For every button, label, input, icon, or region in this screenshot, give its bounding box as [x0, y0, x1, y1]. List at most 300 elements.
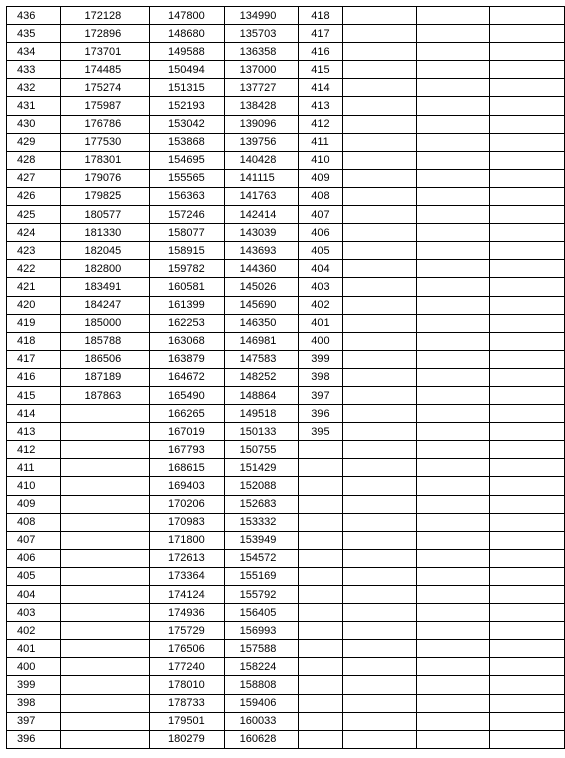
score-cell: 400 [7, 658, 61, 676]
empty-cell-b [416, 423, 490, 441]
empty-cell-a [343, 549, 417, 567]
score-cell: 409 [7, 495, 61, 513]
table-body [7, 7, 565, 749]
value-cell-c: 143039 [224, 224, 299, 242]
empty-cell-a [343, 640, 417, 658]
value-cell-b: 150494 [150, 61, 225, 79]
value-cell-b: 163068 [150, 332, 225, 350]
value-cell-b: 173364 [150, 567, 225, 585]
value-cell-b: 162253 [150, 314, 225, 332]
empty-cell-b [416, 658, 490, 676]
table-row [7, 314, 565, 332]
score-cell: 423 [7, 242, 61, 260]
value-cell-a [60, 676, 149, 694]
empty-cell-b [416, 151, 490, 169]
score-cell: 404 [7, 586, 61, 604]
score-cell: 413 [7, 423, 61, 441]
empty-cell-b [416, 7, 490, 25]
value-cell-a [60, 477, 149, 495]
score-cell: 407 [7, 531, 61, 549]
score-cell: 402 [7, 622, 61, 640]
value-cell-b: 178010 [150, 676, 225, 694]
empty-cell-b [416, 206, 490, 224]
value-cell-a: 187189 [60, 368, 149, 386]
empty-cell-b [416, 368, 490, 386]
score-cell-b [299, 477, 343, 495]
value-cell-c: 139756 [224, 133, 299, 151]
value-cell-c: 146350 [224, 314, 299, 332]
empty-cell-c [490, 115, 565, 133]
score-cell: 427 [7, 169, 61, 187]
table-row [7, 115, 565, 133]
empty-cell-c [490, 169, 565, 187]
value-cell-c: 144360 [224, 260, 299, 278]
value-cell-c: 156405 [224, 604, 299, 622]
empty-cell-b [416, 531, 490, 549]
value-cell-a: 180577 [60, 206, 149, 224]
score-cell: 397 [7, 712, 61, 730]
value-cell-b: 166265 [150, 405, 225, 423]
score-cell-b [299, 694, 343, 712]
value-cell-b: 163879 [150, 350, 225, 368]
score-cell-b: 403 [299, 278, 343, 296]
empty-cell-c [490, 368, 565, 386]
score-cell: 420 [7, 296, 61, 314]
empty-cell-c [490, 441, 565, 459]
empty-cell-b [416, 586, 490, 604]
score-cell-b [299, 495, 343, 513]
score-cell-b: 413 [299, 97, 343, 115]
table-row [7, 169, 565, 187]
value-cell-c: 155792 [224, 586, 299, 604]
value-cell-b: 175729 [150, 622, 225, 640]
empty-cell-c [490, 278, 565, 296]
value-cell-a: 183491 [60, 278, 149, 296]
score-cell-b: 406 [299, 224, 343, 242]
value-cell-c: 157588 [224, 640, 299, 658]
score-cell: 401 [7, 640, 61, 658]
table-row [7, 224, 565, 242]
empty-cell-b [416, 332, 490, 350]
value-cell-c: 141763 [224, 187, 299, 205]
table-row [7, 405, 565, 423]
value-cell-a [60, 423, 149, 441]
empty-cell-c [490, 350, 565, 368]
table-row [7, 296, 565, 314]
table-row [7, 477, 565, 495]
empty-cell-b [416, 477, 490, 495]
empty-cell-c [490, 242, 565, 260]
value-cell-a: 177530 [60, 133, 149, 151]
empty-cell-c [490, 423, 565, 441]
value-cell-b: 161399 [150, 296, 225, 314]
score-cell: 414 [7, 405, 61, 423]
score-cell: 422 [7, 260, 61, 278]
value-cell-c: 146981 [224, 332, 299, 350]
table-row [7, 459, 565, 477]
table-row [7, 79, 565, 97]
empty-cell-b [416, 97, 490, 115]
empty-cell-c [490, 586, 565, 604]
empty-cell-c [490, 640, 565, 658]
score-cell: 436 [7, 7, 61, 25]
table-row [7, 549, 565, 567]
value-cell-a [60, 640, 149, 658]
empty-cell-c [490, 61, 565, 79]
table-row [7, 242, 565, 260]
value-cell-b: 149588 [150, 43, 225, 61]
empty-cell-a [343, 97, 417, 115]
value-cell-b: 159782 [150, 260, 225, 278]
empty-cell-c [490, 133, 565, 151]
score-cell-b: 405 [299, 242, 343, 260]
value-cell-c: 153332 [224, 513, 299, 531]
score-cell-b: 404 [299, 260, 343, 278]
value-cell-b: 153042 [150, 115, 225, 133]
table-row [7, 25, 565, 43]
score-cell: 415 [7, 386, 61, 404]
value-cell-a: 187863 [60, 386, 149, 404]
score-cell-b: 397 [299, 386, 343, 404]
score-cell-b [299, 567, 343, 585]
empty-cell-b [416, 43, 490, 61]
score-cell-b: 415 [299, 61, 343, 79]
empty-cell-b [416, 350, 490, 368]
score-cell: 418 [7, 332, 61, 350]
empty-cell-c [490, 495, 565, 513]
score-cell-b: 402 [299, 296, 343, 314]
empty-cell-a [343, 441, 417, 459]
score-cell: 411 [7, 459, 61, 477]
empty-cell-a [343, 187, 417, 205]
empty-cell-b [416, 549, 490, 567]
table-row [7, 206, 565, 224]
value-cell-b: 174936 [150, 604, 225, 622]
value-cell-a: 175987 [60, 97, 149, 115]
score-cell: 433 [7, 61, 61, 79]
empty-cell-a [343, 622, 417, 640]
score-cell: 429 [7, 133, 61, 151]
empty-cell-a [343, 278, 417, 296]
score-cell: 417 [7, 350, 61, 368]
value-cell-b: 164672 [150, 368, 225, 386]
score-cell-b [299, 531, 343, 549]
empty-cell-a [343, 350, 417, 368]
data-sheet [6, 6, 565, 749]
value-cell-b: 176506 [150, 640, 225, 658]
empty-cell-a [343, 586, 417, 604]
value-cell-b: 178733 [150, 694, 225, 712]
value-cell-a [60, 567, 149, 585]
value-cell-c: 148864 [224, 386, 299, 404]
value-cell-a: 185788 [60, 332, 149, 350]
value-cell-c: 145690 [224, 296, 299, 314]
score-cell: 399 [7, 676, 61, 694]
value-cell-a: 186506 [60, 350, 149, 368]
value-cell-c: 138428 [224, 97, 299, 115]
empty-cell-a [343, 495, 417, 513]
value-cell-a [60, 622, 149, 640]
empty-cell-a [343, 531, 417, 549]
value-cell-c: 137727 [224, 79, 299, 97]
value-cell-c: 153949 [224, 531, 299, 549]
empty-cell-c [490, 79, 565, 97]
empty-cell-c [490, 25, 565, 43]
table-row [7, 513, 565, 531]
value-cell-b: 157246 [150, 206, 225, 224]
empty-cell-b [416, 115, 490, 133]
empty-cell-c [490, 7, 565, 25]
table-row [7, 97, 565, 115]
empty-cell-a [343, 405, 417, 423]
score-cell: 416 [7, 368, 61, 386]
empty-cell-c [490, 260, 565, 278]
score-cell-b: 414 [299, 79, 343, 97]
value-cell-a: 175274 [60, 79, 149, 97]
score-cell-b [299, 730, 343, 748]
value-cell-c: 152088 [224, 477, 299, 495]
value-cell-c: 159406 [224, 694, 299, 712]
value-cell-b: 152193 [150, 97, 225, 115]
value-cell-a [60, 531, 149, 549]
score-cell: 431 [7, 97, 61, 115]
empty-cell-b [416, 260, 490, 278]
value-cell-c: 139096 [224, 115, 299, 133]
value-cell-b: 169403 [150, 477, 225, 495]
empty-cell-c [490, 676, 565, 694]
value-cell-b: 154695 [150, 151, 225, 169]
value-cell-b: 168615 [150, 459, 225, 477]
value-cell-a: 179825 [60, 187, 149, 205]
empty-cell-a [343, 604, 417, 622]
score-cell-b [299, 441, 343, 459]
score-cell-b [299, 459, 343, 477]
table-row [7, 586, 565, 604]
table-row [7, 187, 565, 205]
value-cell-c: 136358 [224, 43, 299, 61]
empty-cell-a [343, 25, 417, 43]
value-cell-c: 151429 [224, 459, 299, 477]
empty-cell-b [416, 513, 490, 531]
score-cell: 405 [7, 567, 61, 585]
empty-cell-c [490, 531, 565, 549]
value-cell-a: 184247 [60, 296, 149, 314]
empty-cell-b [416, 640, 490, 658]
table-row [7, 43, 565, 61]
value-cell-c: 143693 [224, 242, 299, 260]
value-cell-c: 137000 [224, 61, 299, 79]
score-cell-b [299, 712, 343, 730]
empty-cell-a [343, 79, 417, 97]
score-cell-b [299, 586, 343, 604]
empty-cell-b [416, 441, 490, 459]
value-cell-b: 155565 [150, 169, 225, 187]
score-cell: 412 [7, 441, 61, 459]
score-cell: 428 [7, 151, 61, 169]
value-cell-b: 158077 [150, 224, 225, 242]
table-row [7, 640, 565, 658]
score-cell-b [299, 549, 343, 567]
empty-cell-c [490, 694, 565, 712]
score-cell-b: 409 [299, 169, 343, 187]
table-row [7, 133, 565, 151]
empty-cell-c [490, 187, 565, 205]
value-cell-a: 173701 [60, 43, 149, 61]
table-row [7, 712, 565, 730]
value-cell-a: 172128 [60, 7, 149, 25]
score-cell: 398 [7, 694, 61, 712]
value-cell-b: 170206 [150, 495, 225, 513]
value-cell-b: 147800 [150, 7, 225, 25]
value-cell-a: 181330 [60, 224, 149, 242]
value-cell-a [60, 495, 149, 513]
empty-cell-a [343, 260, 417, 278]
empty-cell-b [416, 79, 490, 97]
value-cell-a [60, 459, 149, 477]
value-cell-c: 158224 [224, 658, 299, 676]
empty-cell-c [490, 296, 565, 314]
value-cell-b: 174124 [150, 586, 225, 604]
score-cell: 432 [7, 79, 61, 97]
value-cell-b: 179501 [150, 712, 225, 730]
empty-cell-c [490, 567, 565, 585]
value-cell-b: 180279 [150, 730, 225, 748]
score-cell-b: 398 [299, 368, 343, 386]
score-cell-b: 412 [299, 115, 343, 133]
score-cell-b: 400 [299, 332, 343, 350]
value-cell-b: 167793 [150, 441, 225, 459]
empty-cell-a [343, 133, 417, 151]
table-row [7, 386, 565, 404]
table-row [7, 676, 565, 694]
empty-cell-b [416, 25, 490, 43]
empty-cell-a [343, 567, 417, 585]
empty-cell-c [490, 730, 565, 748]
table-row [7, 151, 565, 169]
score-cell-b: 411 [299, 133, 343, 151]
empty-cell-a [343, 43, 417, 61]
table-row [7, 622, 565, 640]
value-cell-b: 167019 [150, 423, 225, 441]
score-cell-b [299, 658, 343, 676]
value-cell-c: 158808 [224, 676, 299, 694]
value-cell-a: 172896 [60, 25, 149, 43]
value-cell-b: 170983 [150, 513, 225, 531]
empty-cell-a [343, 658, 417, 676]
value-cell-a [60, 694, 149, 712]
value-cell-c: 134990 [224, 7, 299, 25]
score-cell-b: 407 [299, 206, 343, 224]
value-cell-c: 150755 [224, 441, 299, 459]
empty-cell-a [343, 206, 417, 224]
value-cell-a: 182045 [60, 242, 149, 260]
value-cell-c: 140428 [224, 151, 299, 169]
value-cell-a: 176786 [60, 115, 149, 133]
table-row [7, 61, 565, 79]
empty-cell-b [416, 386, 490, 404]
empty-cell-b [416, 296, 490, 314]
value-cell-c: 152683 [224, 495, 299, 513]
empty-cell-c [490, 43, 565, 61]
empty-cell-b [416, 314, 490, 332]
value-cell-c: 147583 [224, 350, 299, 368]
value-cell-b: 171800 [150, 531, 225, 549]
score-cell: 396 [7, 730, 61, 748]
score-cell-b: 399 [299, 350, 343, 368]
empty-cell-a [343, 712, 417, 730]
empty-cell-b [416, 567, 490, 585]
empty-cell-c [490, 477, 565, 495]
empty-cell-a [343, 314, 417, 332]
empty-cell-b [416, 712, 490, 730]
value-cell-a: 185000 [60, 314, 149, 332]
value-cell-b: 156363 [150, 187, 225, 205]
empty-cell-c [490, 712, 565, 730]
empty-cell-a [343, 61, 417, 79]
value-cell-c: 145026 [224, 278, 299, 296]
empty-cell-b [416, 61, 490, 79]
empty-cell-c [490, 206, 565, 224]
empty-cell-a [343, 423, 417, 441]
table-row [7, 278, 565, 296]
table-row [7, 423, 565, 441]
empty-cell-c [490, 314, 565, 332]
score-cell: 425 [7, 206, 61, 224]
empty-cell-a [343, 694, 417, 712]
score-cell-b: 395 [299, 423, 343, 441]
empty-cell-a [343, 513, 417, 531]
value-cell-b: 160581 [150, 278, 225, 296]
value-cell-a [60, 586, 149, 604]
value-cell-a [60, 604, 149, 622]
score-cell-b: 396 [299, 405, 343, 423]
value-cell-a [60, 712, 149, 730]
score-cell-b: 417 [299, 25, 343, 43]
score-cell-b: 418 [299, 7, 343, 25]
value-cell-a: 179076 [60, 169, 149, 187]
value-cell-c: 155169 [224, 567, 299, 585]
value-cell-c: 141115 [224, 169, 299, 187]
score-cell-b: 416 [299, 43, 343, 61]
score-cell: 408 [7, 513, 61, 531]
empty-cell-a [343, 368, 417, 386]
score-cell: 421 [7, 278, 61, 296]
score-cell: 419 [7, 314, 61, 332]
empty-cell-b [416, 169, 490, 187]
value-cell-a: 182800 [60, 260, 149, 278]
value-cell-a [60, 730, 149, 748]
score-cell-b [299, 640, 343, 658]
table-row [7, 604, 565, 622]
empty-cell-c [490, 386, 565, 404]
value-cell-a [60, 658, 149, 676]
empty-cell-c [490, 658, 565, 676]
empty-cell-a [343, 332, 417, 350]
value-cell-a [60, 441, 149, 459]
table-row [7, 495, 565, 513]
value-cell-a [60, 549, 149, 567]
empty-cell-a [343, 224, 417, 242]
empty-cell-b [416, 278, 490, 296]
value-cell-b: 151315 [150, 79, 225, 97]
empty-cell-b [416, 405, 490, 423]
score-cell-b: 408 [299, 187, 343, 205]
empty-cell-b [416, 622, 490, 640]
table-row [7, 7, 565, 25]
value-cell-b: 158915 [150, 242, 225, 260]
empty-cell-a [343, 730, 417, 748]
empty-cell-c [490, 459, 565, 477]
